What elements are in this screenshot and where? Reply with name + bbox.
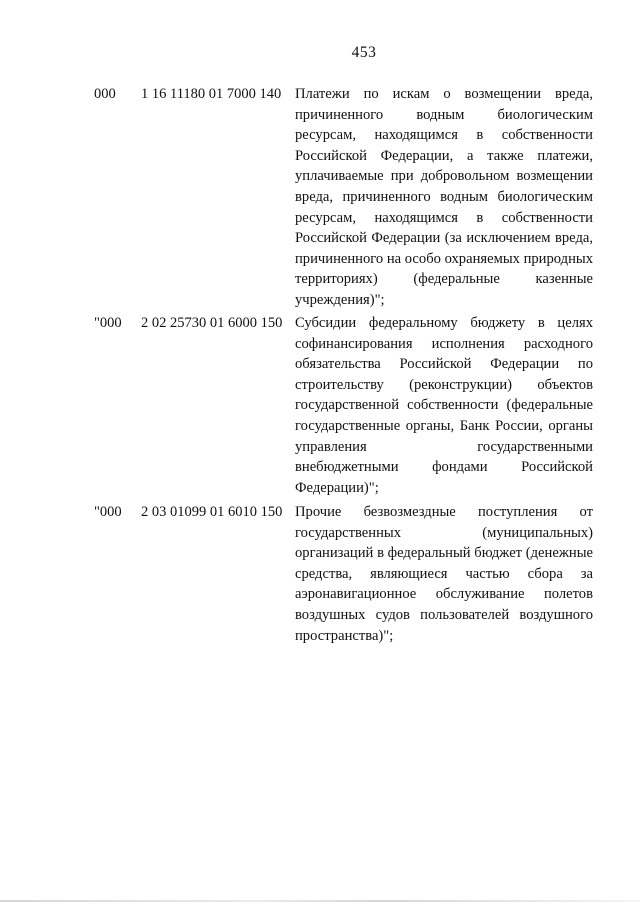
scan-edge-line [0, 900, 640, 902]
admin-code: 000 [94, 86, 116, 102]
budget-classification-code: 2 03 01099 01 6010 150 [141, 504, 283, 520]
page-number: 453 [351, 44, 377, 61]
revenue-description: Прочие безвозмездные поступления от государственных (муниципальных) организаций в федеральный бюджет (денежные средства, являющиеся частью сбора за аэронавигационное обслуживание полетов воздушных судов пользователей воздушного пространства)"; [295, 504, 593, 644]
revenue-description: Субсидии федеральному бюджету в целях софинансирования исполнения расходного обязательства Российской Федерации по строительству (реконструкции) объектов государственной собственности (федеральные государственные органы, Банк России, органы управления государственными внебюджетными фондами Российской Федерации)"; [295, 315, 593, 496]
admin-code: "000 [94, 504, 122, 520]
budget-classification-code: 1 16 11180 01 7000 140 [141, 86, 282, 102]
revenue-description: Платежи по искам о возмещении вреда, причиненного водным биологическим ресурсам, находящимся в собственности Российской Федерации, а также платежи, уплачиваемые при добровольном возмещении вреда, причиненного водным биологическим ресурсам, находящимся в собственности Российской Федерации (за исключением вреда, причиненного на особо охраняемых природных территориях) (федеральные казенные учреждения)"; [295, 86, 593, 308]
budget-classification-code: 2 02 25730 01 6000 150 [141, 315, 283, 331]
admin-code: "000 [94, 315, 122, 331]
